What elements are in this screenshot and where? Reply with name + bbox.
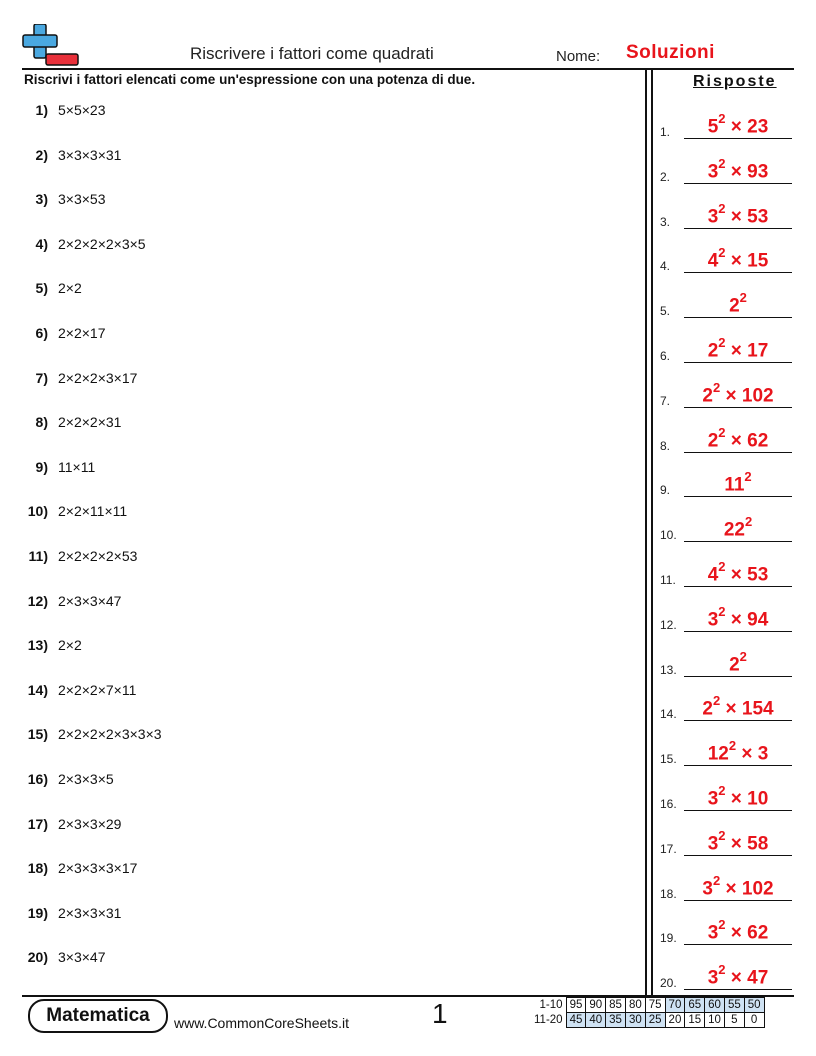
question-number: 20) — [27, 949, 48, 966]
answer-value: $12^2 \times 3$ — [707, 738, 769, 765]
answer-value: $2^2 \times 62$ — [707, 424, 769, 451]
answer-value: $2^2$ — [729, 290, 747, 317]
score-cell: 30 — [625, 1013, 645, 1028]
answer-number: 11. — [660, 573, 676, 587]
question-number: 19) — [27, 904, 48, 921]
score-cell: 0 — [744, 1013, 764, 1028]
question-item — [22, 860, 137, 876]
score-cell: 60 — [705, 998, 725, 1013]
question-number: 2) — [35, 146, 48, 163]
question-number: 1) — [35, 102, 48, 118]
score-cell: 25 — [645, 1013, 665, 1028]
instructions: Riscrivi i fattori elencati come un'espressione con una potenza di due. — [24, 72, 476, 87]
score-table — [531, 997, 765, 1028]
question-number: 12) — [27, 592, 48, 609]
answer-number: 4. — [660, 259, 671, 274]
question-number: 13) — [27, 637, 48, 654]
question-number: 16) — [27, 771, 48, 787]
score-cell: 85 — [606, 998, 626, 1013]
score-cell: 80 — [625, 998, 645, 1013]
question-item — [22, 593, 121, 609]
answer-value: $2^2 \times 154$ — [702, 693, 774, 720]
answer-number: 19. — [660, 931, 677, 946]
answer-number: 17. — [660, 841, 677, 856]
question-expression: 3×3×53 — [58, 191, 106, 208]
question-item — [22, 949, 106, 965]
answer-number: 20. — [660, 976, 677, 991]
question-number: 7) — [35, 369, 48, 386]
question-item — [22, 905, 121, 921]
answer-value: $22^2$ — [723, 514, 753, 541]
answer-value: $3^2 \times 102$ — [702, 872, 774, 899]
answer-value: $2^2$ — [729, 648, 747, 675]
score-cell: 20 — [665, 1013, 685, 1028]
name-value: Soluzioni — [626, 42, 715, 63]
answer-number: 9. — [660, 483, 671, 498]
question-expression: 2×2 — [58, 280, 82, 297]
score-cell: 70 — [665, 998, 685, 1013]
answer-number: 1. — [660, 125, 671, 139]
answers-heading: Risposte — [693, 73, 777, 90]
score-cell: 10 — [705, 1013, 725, 1028]
question-expression: 2×3×3×31 — [58, 904, 122, 921]
question-number: 9) — [35, 458, 48, 475]
site-url: www.CommonCoreSheets.it — [174, 1015, 350, 1031]
question-expression: 2×3×3×5 — [58, 771, 114, 787]
question-expression: 2×2×11×11 — [58, 503, 128, 520]
question-item — [22, 147, 121, 163]
question-item — [22, 771, 114, 787]
header-divider — [22, 68, 794, 70]
question-number: 11) — [28, 548, 48, 564]
question-item — [22, 637, 82, 653]
score-cell: 40 — [586, 1013, 606, 1028]
name-label: Nome: — [556, 48, 601, 65]
score-cell: 75 — [645, 998, 665, 1013]
score-cell: 45 — [566, 1013, 586, 1028]
score-cell: 90 — [586, 998, 606, 1013]
question-expression: 2×2 — [58, 637, 82, 654]
column-divider — [651, 69, 653, 996]
answer-value: $2^2 \times 102$ — [702, 379, 774, 407]
question-expression: 3×3×47 — [58, 949, 106, 966]
answer-value: $3^2 \times 62$ — [707, 917, 769, 944]
answer-value: $3^2 \times 10$ — [707, 783, 769, 810]
question-number: 10) — [27, 503, 48, 520]
question-expression: 2×2×2×3×17 — [58, 369, 138, 386]
question-number: 8) — [35, 414, 48, 431]
page-number: 1 — [432, 998, 448, 1029]
question-item — [22, 102, 106, 118]
answer-value: $4^2 \times 15$ — [707, 245, 769, 272]
question-number: 5) — [35, 280, 48, 297]
answer-value: $2^2 \times 17$ — [707, 335, 769, 362]
question-expression: 2×2×2×31 — [58, 414, 122, 431]
score-cell: 15 — [685, 1013, 705, 1028]
plus-minus-logo-icon — [22, 24, 80, 68]
answer-number: 10. — [660, 528, 677, 543]
score-row — [531, 1013, 764, 1028]
answer-value: $5^2 \times 23$ — [707, 111, 769, 138]
score-cell: 55 — [724, 998, 744, 1013]
answer-number: 14. — [660, 707, 677, 722]
answer-value: $3^2 \times 93$ — [707, 155, 769, 183]
answer-number: 7. — [660, 393, 671, 408]
question-expression: 2×2×2×7×11 — [58, 681, 137, 698]
answer-value: $11^2$ — [724, 469, 752, 496]
answer-number: 12. — [660, 617, 677, 632]
question-item — [22, 325, 106, 341]
answer-number: 3. — [660, 214, 671, 229]
question-item — [22, 370, 137, 386]
question-expression: 2×3×3×3×17 — [58, 860, 138, 877]
answer-number: 6. — [660, 349, 671, 363]
question-item — [22, 459, 95, 475]
worksheet-title: Riscrivere i fattori come quadrati — [190, 44, 434, 63]
question-item — [22, 414, 121, 430]
brand-badge: Matematica — [28, 999, 168, 1033]
answer-value: $3^2 \times 58$ — [707, 827, 769, 855]
question-item — [22, 191, 106, 207]
answer-number: 13. — [660, 662, 677, 677]
question-expression: 3×3×3×31 — [58, 146, 122, 163]
score-cell: 50 — [744, 998, 764, 1013]
question-expression: 2×2×17 — [58, 325, 106, 341]
answer-value: $3^2 \times 47$ — [707, 962, 769, 989]
answer-value: $3^2 \times 94$ — [707, 603, 769, 631]
score-cell: 65 — [685, 998, 705, 1013]
score-cell: 5 — [724, 1013, 744, 1028]
question-number: 15) — [27, 726, 48, 743]
question-number: 6) — [35, 325, 48, 341]
answer-number: 16. — [660, 797, 677, 811]
question-item — [22, 682, 136, 698]
question-item — [22, 548, 137, 564]
answer-value: $4^2 \times 53$ — [707, 559, 769, 586]
question-expression: 2×2×2×2×3×5 — [58, 235, 146, 252]
question-item — [22, 236, 146, 252]
score-row-label: 1-10 — [539, 999, 563, 1011]
question-expression: 2×3×3×47 — [58, 592, 122, 609]
question-item — [22, 280, 82, 296]
score-cell: 95 — [566, 998, 586, 1013]
answer-value: $3^2 \times 53$ — [707, 200, 769, 227]
answer-number: 8. — [660, 438, 671, 453]
question-item — [22, 816, 121, 832]
answer-number: 15. — [660, 752, 677, 767]
score-row-label: 11-20 — [534, 1014, 563, 1026]
question-expression: 2×2×2×2×53 — [58, 548, 138, 564]
question-number: 3) — [35, 191, 48, 208]
column-divider — [645, 69, 647, 996]
answer-number: 5. — [660, 304, 671, 319]
question-number: 18) — [27, 860, 48, 877]
question-number: 17) — [27, 815, 48, 832]
score-cell: 35 — [606, 1013, 626, 1028]
question-item — [22, 726, 162, 742]
answer-number: 2. — [660, 169, 671, 184]
answer-number: 18. — [660, 886, 677, 901]
question-number: 4) — [35, 235, 48, 252]
question-expression: 2×2×2×2×3×3×3 — [58, 726, 162, 743]
score-row — [531, 998, 764, 1013]
question-item — [22, 503, 127, 519]
question-expression: 5×5×23 — [58, 102, 106, 118]
question-number: 14) — [27, 681, 48, 698]
question-expression: 2×3×3×29 — [58, 815, 122, 832]
question-expression: 11×11 — [58, 458, 96, 475]
